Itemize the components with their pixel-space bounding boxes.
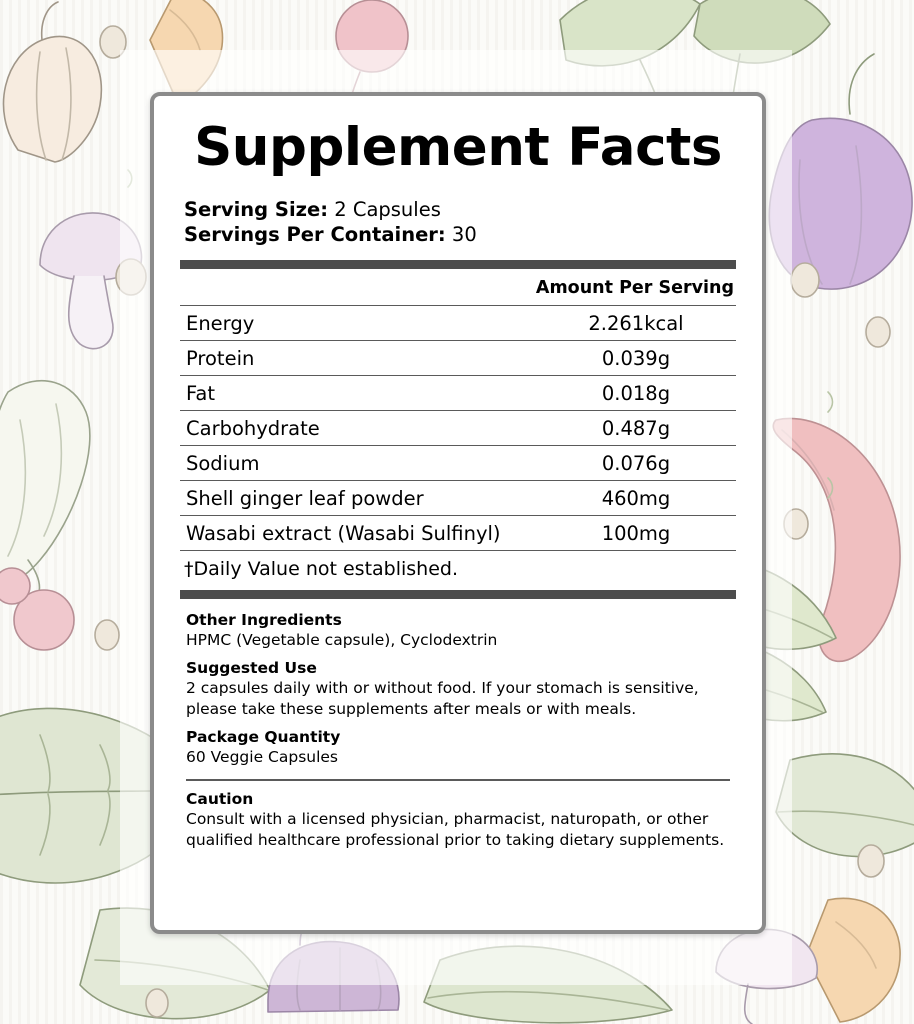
- nutrient-name: Sodium: [180, 445, 548, 480]
- serving-size-value: 2 Capsules: [334, 197, 441, 221]
- servings-per-container-label: Servings Per Container:: [184, 222, 446, 246]
- nutrient-amount: 2.261kcal: [548, 305, 736, 340]
- table-row: [180, 375, 736, 410]
- caution-heading: Caution: [186, 790, 254, 809]
- nutrient-name: Shell ginger leaf powder: [180, 480, 548, 515]
- servings-per-container-row: [184, 223, 736, 246]
- serving-size-label: Serving Size:: [184, 197, 329, 221]
- cherry-icon: [0, 560, 74, 650]
- nutrient-table: [180, 305, 736, 550]
- daily-value-note: †Daily Value not established.: [180, 550, 736, 580]
- table-row: [180, 480, 736, 515]
- leaf-icon: [776, 754, 914, 857]
- table-row: [180, 305, 736, 340]
- garlic-icon: [3, 2, 101, 162]
- servings-per-container-value: 30: [451, 222, 477, 246]
- nutrient-amount: 0.018g: [548, 375, 736, 410]
- divider-thin: [186, 779, 730, 781]
- nutrient-name: Protein: [180, 340, 548, 375]
- carrot-icon: [806, 898, 900, 1022]
- other-ingredients-heading: Other Ingredients: [186, 610, 342, 629]
- serving-size-row: [184, 198, 736, 221]
- nutrient-name: Fat: [180, 375, 548, 410]
- nutrient-name: Wasabi extract (Wasabi Sulfinyl): [180, 515, 548, 550]
- table-row: [180, 340, 736, 375]
- supplement-facts-panel: [150, 92, 766, 934]
- nutrient-name: Energy: [180, 305, 548, 340]
- caution-body: Consult with a licensed physician, pharmacist, naturopath, or other qualified healthcare professional prior to taking dietary supplements.: [186, 810, 725, 849]
- nutrient-amount: 0.487g: [548, 410, 736, 445]
- nutrient-name: Carbohydrate: [180, 410, 548, 445]
- table-row: [180, 445, 736, 480]
- nutrient-amount: 100mg: [548, 515, 736, 550]
- divider-thick-top: [180, 260, 736, 269]
- nutrient-amount: 0.076g: [548, 445, 736, 480]
- table-row: [180, 515, 736, 550]
- suggested-use-body: 2 capsules daily with or without food. If your stomach is sensitive, please take these supplements after meals or with meals.: [186, 679, 699, 718]
- page-title: Supplement Facts: [194, 117, 722, 178]
- package-quantity-heading: Package Quantity: [186, 728, 341, 746]
- divider-thick-bottom: [180, 590, 736, 599]
- daikon-icon: [0, 381, 90, 584]
- label-sections: [180, 599, 736, 850]
- table-row: [180, 410, 736, 445]
- nutrient-amount: 460mg: [548, 480, 736, 515]
- amount-per-serving-header: Amount Per Serving: [535, 277, 734, 298]
- suggested-use-heading: Suggested Use: [186, 659, 317, 678]
- package-quantity-body: 60 Veggie Capsules: [186, 748, 339, 766]
- nutrient-amount: 0.039g: [548, 340, 736, 375]
- other-ingredients-body: HPMC (Vegetable capsule), Cyclodextrin: [186, 630, 498, 649]
